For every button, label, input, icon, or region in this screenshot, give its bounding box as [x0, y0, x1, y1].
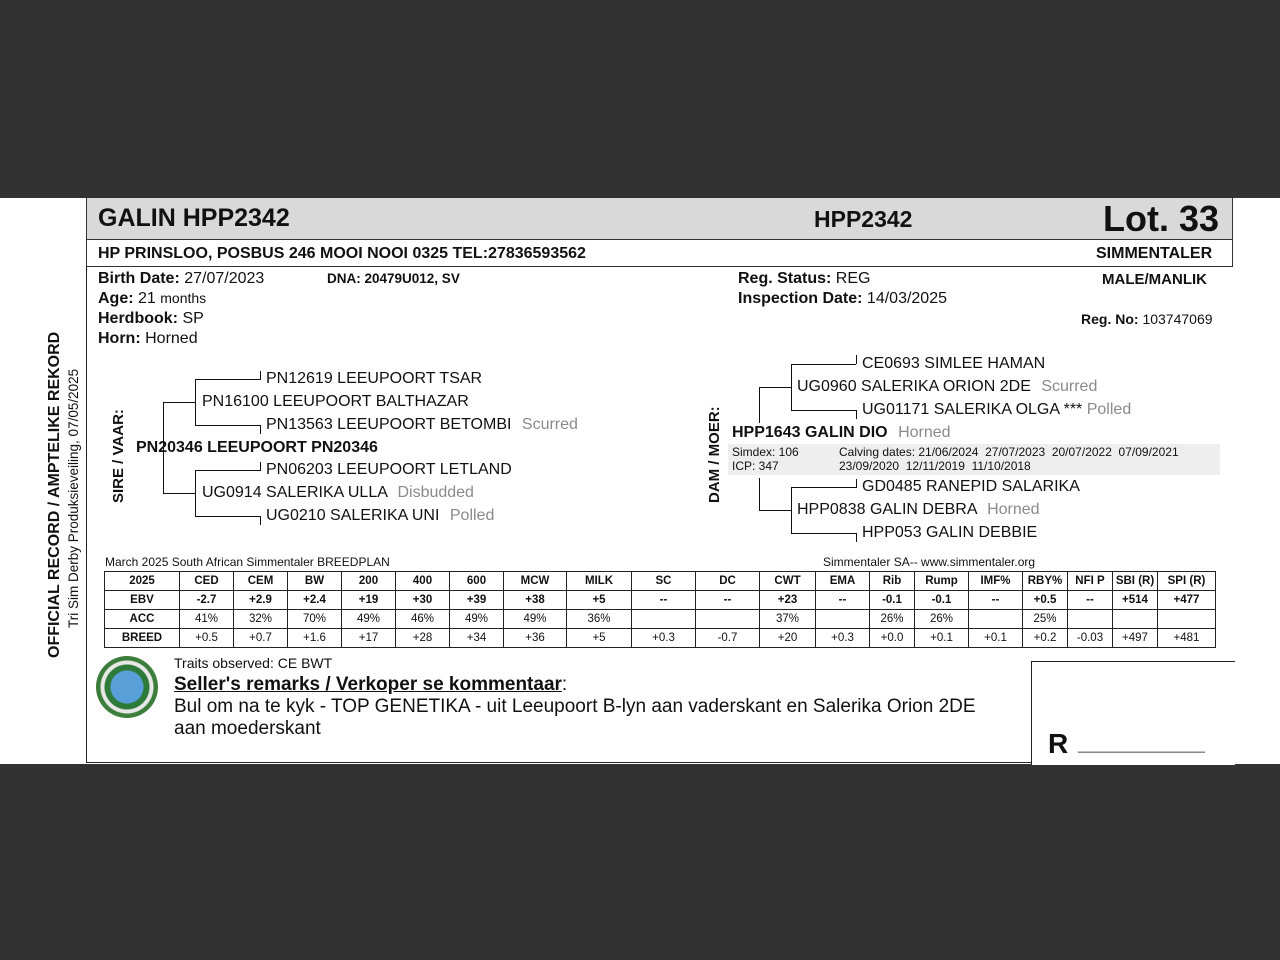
- ebv-cell: 46%: [396, 610, 450, 629]
- dam-label: DAM / MOER:: [706, 406, 723, 503]
- ebv-col-header: MILK: [567, 572, 632, 591]
- ebv-cell: +20: [760, 629, 816, 648]
- simdex: Simdex: 106: [732, 445, 799, 459]
- ebv-cell: 49%: [504, 610, 567, 629]
- birth-date: [98, 270, 264, 288]
- ebv-cell: +0.5: [1023, 591, 1068, 610]
- ebv-col-header: NFI P: [1068, 572, 1113, 591]
- ebv-cell: 36%: [567, 610, 632, 629]
- ebv-cell: --: [969, 591, 1023, 610]
- reg-no-value: 103747069: [1142, 311, 1213, 327]
- ebv-cell: -2.7: [180, 591, 234, 610]
- age-unit: months: [160, 290, 207, 306]
- sire-name: PN20346 LEEUPOORT PN20346: [136, 439, 378, 456]
- ebv-col-header: 400: [396, 572, 450, 591]
- sale-name: Tri Sim Derby Produksieveiling, 07/05/2025: [66, 368, 81, 628]
- ebv-cell: +1.6: [288, 629, 342, 648]
- ebv-cell: 37%: [760, 610, 816, 629]
- remarks-heading-row: [174, 674, 567, 696]
- price-blank[interactable]: ___________________: [1078, 739, 1205, 753]
- ebv-col-header: 600: [450, 572, 504, 591]
- ebv-row-label: BREED: [105, 629, 180, 648]
- ebv-col-header: SBI (R): [1113, 572, 1158, 591]
- ebv-cell: +477: [1158, 591, 1216, 610]
- remarks-line1: Bul om na te kyk - TOP GENETIKA - uit Leeupoort B-lyn aan vaderskant en Salerika Orion 2DE: [174, 696, 976, 717]
- ebv-cell: -0.7: [696, 629, 760, 648]
- ebv-cell: -0.1: [870, 591, 915, 610]
- lot-number: Lot. 33: [1103, 198, 1220, 239]
- ebv-cell: +0.5: [180, 629, 234, 648]
- breed-avg-row: [105, 629, 1216, 648]
- ebv-col-header: CED: [180, 572, 234, 591]
- ebv-row: [105, 591, 1216, 610]
- ebv-col-header: RBY%: [1023, 572, 1068, 591]
- inspection-label: Inspection Date:: [738, 290, 863, 307]
- ebv-cell: 70%: [288, 610, 342, 629]
- ebv-cell: 49%: [450, 610, 504, 629]
- price-currency: R: [1048, 728, 1069, 759]
- ebv-cell: +36: [504, 629, 567, 648]
- age-label: Age:: [98, 290, 134, 307]
- ebv-cell: +497: [1113, 629, 1158, 648]
- sire-dam-dam-note: Polled: [449, 507, 495, 524]
- sire-dam-sire: PN06203 LEEUPOORT LETLAND: [266, 461, 512, 478]
- ebv-cell: --: [816, 591, 870, 610]
- sire-sire-dam-note: Scurred: [521, 416, 578, 433]
- sex: MALE/MANLIK: [1102, 271, 1207, 288]
- ebv-col-header: 200: [342, 572, 396, 591]
- sire-dam-dam-name: UG0210 SALERIKA UNI: [266, 507, 440, 524]
- dam-note: Horned: [898, 424, 951, 441]
- ebv-cell: --: [1068, 591, 1113, 610]
- ebv-cell: [696, 610, 760, 629]
- dam-name-row: [732, 424, 951, 442]
- dam-dam-name: HPP0838 GALIN DEBRA: [797, 501, 977, 518]
- ebv-cell: [816, 610, 870, 629]
- ebv-cell: +5: [567, 629, 632, 648]
- remarks-heading: Seller's remarks / Verkoper se kommentaar: [174, 674, 562, 695]
- icp: ICP: 347: [732, 459, 779, 473]
- ebv-col-header: CWT: [760, 572, 816, 591]
- ebv-cell: 49%: [342, 610, 396, 629]
- ebv-cell: +0.3: [816, 629, 870, 648]
- ebv-cell: +0.2: [1023, 629, 1068, 648]
- birth-date-label: Birth Date:: [98, 270, 180, 287]
- ebv-cell: --: [696, 591, 760, 610]
- reg-status: [738, 270, 870, 288]
- dam-sire-name: UG0960 SALERIKA ORION 2DE: [797, 378, 1031, 395]
- sire-sire-dam-name: PN13563 LEEUPOORT BETOMBI: [266, 416, 512, 433]
- reg-no-label: Reg. No:: [1081, 311, 1139, 327]
- sire-sire-sire: PN12619 LEEUPOORT TSAR: [266, 370, 483, 387]
- sire-dam-note: Disbudded: [397, 484, 474, 501]
- ebv-cell: [969, 610, 1023, 629]
- ebv-cell: +38: [504, 591, 567, 610]
- inspection-date: [738, 290, 947, 308]
- sire-dam-dam: [266, 507, 494, 525]
- ebv-cell: -0.03: [1068, 629, 1113, 648]
- ebv-col-header: SC: [632, 572, 696, 591]
- ebv-cell: +28: [396, 629, 450, 648]
- ebv-col-header: BW: [288, 572, 342, 591]
- auction-card-page: [0, 198, 1280, 764]
- herdbook-value: SP: [182, 310, 204, 327]
- reg-no: [1081, 311, 1213, 327]
- ebv-col-header: 2025: [105, 572, 180, 591]
- dam-name: HPP1643 GALIN DIO: [732, 424, 888, 441]
- ebv-cell: [1068, 610, 1113, 629]
- dam-sire-dam-note: Polled: [1086, 401, 1132, 418]
- dam-dam-note: Horned: [987, 501, 1040, 518]
- ebv-cell: +2.4: [288, 591, 342, 610]
- ebv-col-header: EMA: [816, 572, 870, 591]
- remarks-line2: aan moederskant: [174, 718, 321, 739]
- ebv-cell: +514: [1113, 591, 1158, 610]
- ebv-cell: 41%: [180, 610, 234, 629]
- animal-id: HPP2342: [814, 206, 913, 232]
- ebv-cell: --: [632, 591, 696, 610]
- dam-sire-dam: [862, 401, 1131, 419]
- ebv-cell: +0.1: [969, 629, 1023, 648]
- breedplan-source: March 2025 South African Simmentaler BREEDPLAN: [105, 555, 390, 569]
- ebv-cell: +39: [450, 591, 504, 610]
- ebv-col-header: IMF%: [969, 572, 1023, 591]
- sire-dam-name: UG0914 SALERIKA ULLA: [202, 484, 387, 501]
- reg-status-label: Reg. Status:: [738, 270, 832, 287]
- horn-value: Horned: [145, 330, 198, 347]
- dam-sire-note: Scurred: [1041, 378, 1098, 395]
- ebv-cell: 26%: [915, 610, 969, 629]
- ebv-row-label: EBV: [105, 591, 180, 610]
- ebv-col-header: SPI (R): [1158, 572, 1216, 591]
- traits-observed: Traits observed: CE BWT: [174, 655, 333, 671]
- ebv-col-header: MCW: [504, 572, 567, 591]
- ebv-cell: +34: [450, 629, 504, 648]
- horn-label: Horn:: [98, 330, 141, 347]
- ebv-col-header: Rib: [870, 572, 915, 591]
- ebv-cell: [632, 610, 696, 629]
- age: [98, 290, 206, 308]
- ebv-cell: 32%: [234, 610, 288, 629]
- herdbook: [98, 310, 204, 328]
- owner-address: HP PRINSLOO, POSBUS 246 MOOI NOOI 0325 TEL:27836593562: [98, 245, 586, 262]
- ebv-cell: +23: [760, 591, 816, 610]
- ebv-col-header: Rump: [915, 572, 969, 591]
- herdbook-label: Herdbook:: [98, 310, 178, 327]
- ebv-cell: -0.1: [915, 591, 969, 610]
- birth-date-value: 27/07/2023: [184, 270, 265, 287]
- ebv-table: [104, 571, 1216, 648]
- ebv-cell: 26%: [870, 610, 915, 629]
- sire-sire-dam: [266, 416, 578, 434]
- official-record-label: OFFICIAL RECORD / AMPTELIKE REKORD: [46, 331, 63, 658]
- ebv-cell: +481: [1158, 629, 1216, 648]
- ebv-cell: [1113, 610, 1158, 629]
- ebv-cell: 25%: [1023, 610, 1068, 629]
- ebv-header-row: [105, 572, 1216, 591]
- ebv-col-header: DC: [696, 572, 760, 591]
- ebv-cell: +0.3: [632, 629, 696, 648]
- acc-row: [105, 610, 1216, 629]
- age-value: 21: [138, 290, 156, 307]
- ebv-cell: +5: [567, 591, 632, 610]
- ebv-cell: +30: [396, 591, 450, 610]
- sire-dam: [202, 484, 474, 502]
- ebv-cell: +0.7: [234, 629, 288, 648]
- dam-dam: [797, 501, 1040, 519]
- horn: [98, 330, 198, 348]
- dam-dam-sire: GD0485 RANEPID SALARIKA: [862, 478, 1080, 495]
- breedplan-site: Simmentaler SA-- www.simmentaler.org: [823, 555, 1036, 569]
- ebv-cell: +0.0: [870, 629, 915, 648]
- ebv-cell: +17: [342, 629, 396, 648]
- ebv-cell: +19: [342, 591, 396, 610]
- ebv-cell: [1158, 610, 1216, 629]
- calving-dates-line1: Calving dates: 21/06/2024 27/07/2023 20/07/2022 07/09/2021: [839, 445, 1179, 459]
- breed-name: SIMMENTALER: [1096, 245, 1213, 262]
- animal-title: GALIN HPP2342: [98, 204, 290, 232]
- dam-sire-dam-name: UG01171 SALERIKA OLGA ***: [862, 401, 1083, 418]
- remarks-colon: :: [561, 674, 568, 695]
- sire-sire: PN16100 LEEUPOORT BALTHAZAR: [202, 393, 469, 410]
- ebv-row-label: ACC: [105, 610, 180, 629]
- sire-label: SIRE / VAAR:: [110, 409, 127, 503]
- simmentaler-logo-icon: [96, 656, 158, 718]
- ebv-cell: +0.1: [915, 629, 969, 648]
- dam-sire: [797, 378, 1097, 396]
- dam-dam-dam: HPP053 GALIN DEBBIE: [862, 524, 1038, 541]
- dna-info: DNA: 20479U012, SV: [327, 271, 460, 286]
- inspection-value: 14/03/2025: [866, 290, 947, 307]
- dam-sire-sire: CE0693 SIMLEE HAMAN: [862, 355, 1046, 372]
- reg-status-value: REG: [835, 270, 871, 287]
- ebv-cell: +2.9: [234, 591, 288, 610]
- ebv-col-header: CEM: [234, 572, 288, 591]
- calving-dates-line2: 23/09/2020 12/11/2019 11/10/2018: [839, 459, 1031, 473]
